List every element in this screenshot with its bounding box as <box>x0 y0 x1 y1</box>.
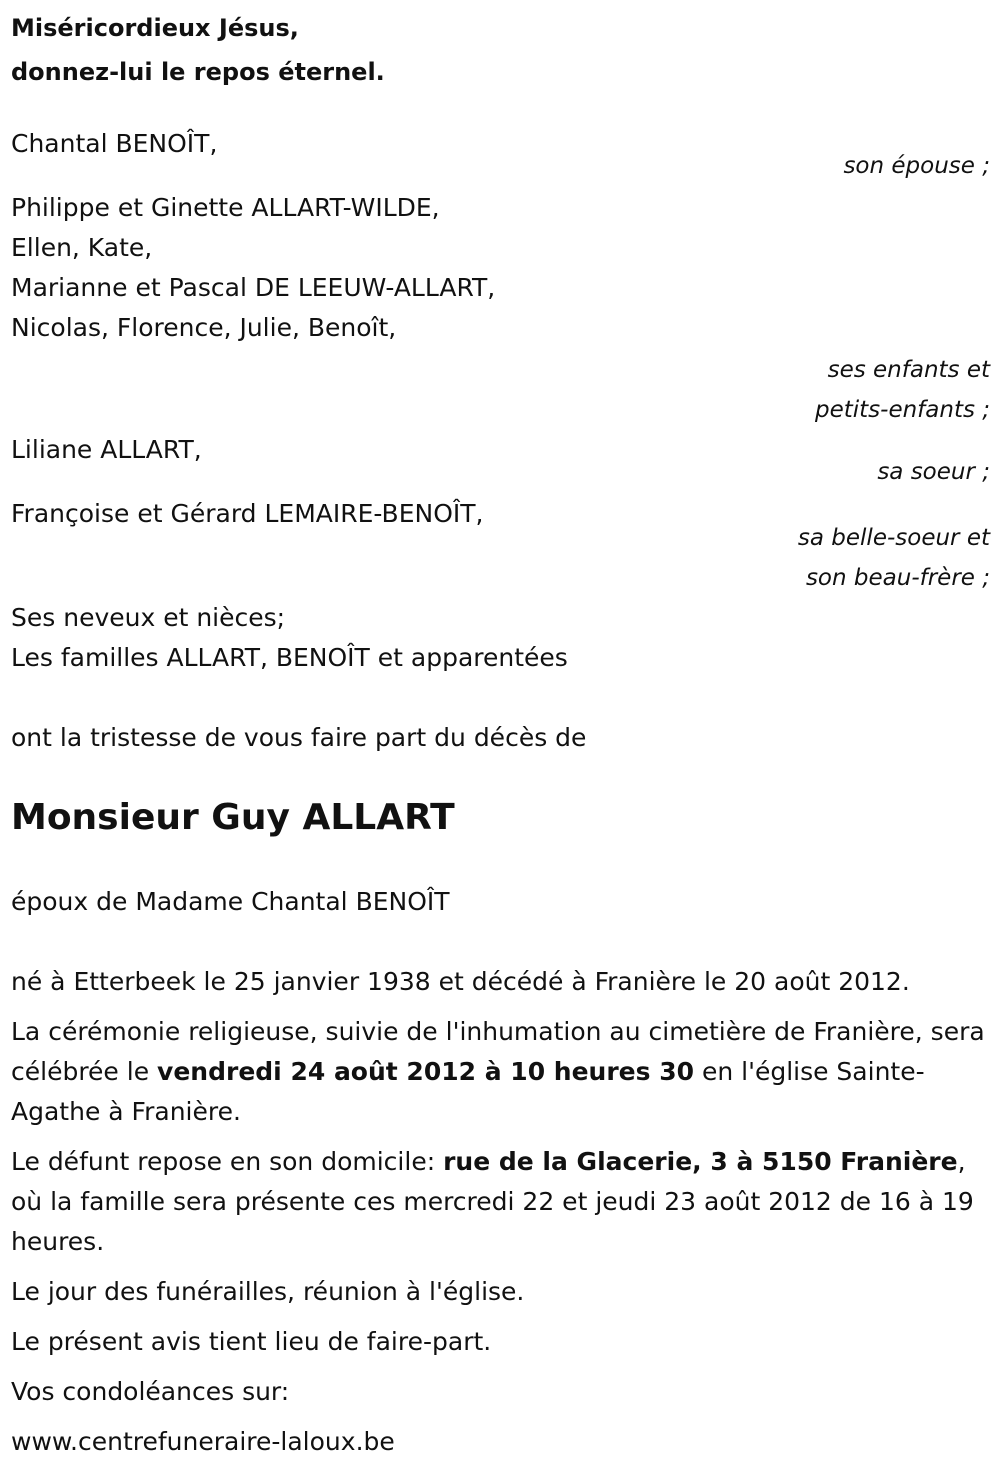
visitation-text: Le défunt repose en son domicile: <box>11 1147 444 1176</box>
family-name: Marianne et Pascal DE LEEUW-ALLART, <box>11 273 496 302</box>
announcement: ont la tristesse de vous faire part du décès de <box>11 723 587 752</box>
visitation-address: rue de la Glacerie, 3 à 5150 Franière <box>443 1147 958 1176</box>
meeting-line: Le jour des funérailles, réunion à l'église. <box>11 1277 525 1306</box>
relatives-line: Ses neveux et nièces; <box>11 603 286 632</box>
family-name: Philippe et Ginette ALLART-WILDE, <box>11 193 440 222</box>
family-name: Françoise et Gérard LEMAIRE-BENOÎT, <box>11 499 484 528</box>
visitation-text-end: , où la famille sera présente ces mercredi 22 et jeudi 23 août 2012 de 16 à 19 heures. <box>11 1147 974 1256</box>
family-group-sister <box>11 430 990 492</box>
family-role: petits-enfants ; <box>814 397 990 423</box>
notice-line: Le présent avis tient lieu de faire-part. <box>11 1327 492 1356</box>
prayer-intro <box>11 6 990 94</box>
other-relatives <box>11 598 990 678</box>
family-group-in-laws <box>11 494 990 598</box>
family-name: Liliane ALLART, <box>11 435 202 464</box>
family-name: Nicolas, Florence, Julie, Benoît, <box>11 313 397 342</box>
deceased-name: Monsieur Guy ALLART <box>11 797 455 838</box>
birth-death-line: né à Etterbeek le 25 janvier 1938 et décédé à Franière le 20 août 2012. <box>11 967 910 996</box>
relatives-line: Les familles ALLART, BENOÎT et apparentées <box>11 643 568 672</box>
family-group-children <box>11 188 990 430</box>
family-group-spouse <box>11 124 990 186</box>
ceremony-datetime: vendredi 24 août 2012 à 10 heures 30 <box>157 1057 694 1086</box>
spouse-line: époux de Madame Chantal BENOÎT <box>11 887 450 916</box>
family-role: sa belle-soeur et <box>797 525 990 551</box>
family-role: sa soeur ; <box>877 459 990 485</box>
family-role: son beau-frère ; <box>805 565 990 591</box>
ceremony-text: La cérémonie religieuse, suivie de l'inhumation au cimetière de Franière, sera célébrée le <box>11 1017 985 1086</box>
obituary-page <box>11 6 990 1462</box>
visitation-paragraph <box>11 1142 990 1262</box>
ceremony-text-end: en l'église Sainte-Agathe à Franière. <box>11 1057 925 1126</box>
ceremony-paragraph <box>11 1012 990 1132</box>
family-role: ses enfants et <box>827 357 990 383</box>
website-link[interactable]: www.centrefuneraire-laloux.be <box>11 1427 395 1456</box>
family-role: son épouse ; <box>843 153 990 179</box>
condolences-label: Vos condoléances sur: <box>11 1377 290 1406</box>
family-name: Ellen, Kate, <box>11 233 153 262</box>
prayer-line-2: donnez-lui le repos éternel. <box>11 58 385 86</box>
family-name: Chantal BENOÎT, <box>11 129 218 158</box>
prayer-line-1: Miséricordieux Jésus, <box>11 14 299 42</box>
